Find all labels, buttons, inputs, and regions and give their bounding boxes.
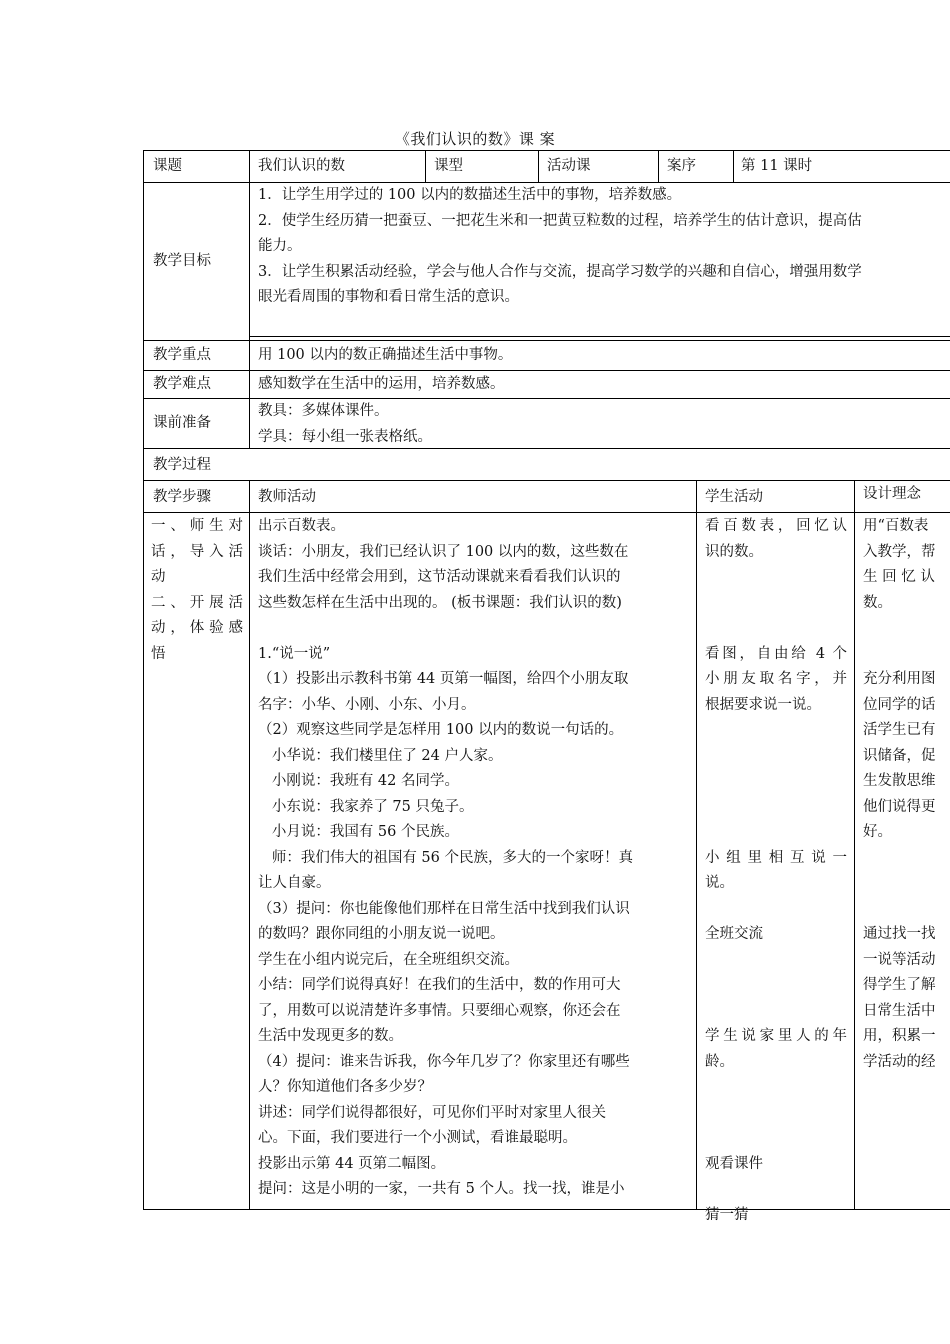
difficulty-value: 感知数学在生活中的运用，培养数感。: [258, 376, 505, 392]
design-line: 通过找一找: [863, 926, 936, 942]
teacher-line: 提问：这是小明的一家，一共有 5 个人。找一找，谁是小: [258, 1181, 625, 1197]
goal-line: 1．让学生用学过的 100 以内的数描述生活中的事物，培养数感。: [258, 187, 682, 203]
teacher-line: （4）提问：谁来告诉我，你今年几岁了？你家里还有哪些: [258, 1053, 630, 1070]
student-line: [705, 565, 847, 591]
goal-line: 2．使学生经历猜一把蚕豆、一把花生米和一把黄豆粒数的过程，培养学生的估计意识，提高估: [258, 212, 862, 229]
design-line: [863, 897, 950, 923]
table-border: [143, 512, 950, 513]
goal-line: 眼光看周围的事物和看日常生活的意识。: [258, 289, 519, 305]
teacher-line: 师：我们伟大的祖国有 56 个民族，多大的一个家呀！真: [258, 849, 633, 866]
teacher-line: 1.“说一说”: [258, 645, 331, 662]
student-line: [705, 973, 847, 999]
student-line: 识的数。: [705, 543, 763, 560]
teacher-line: （1）投影出示教科书第 44 页第一幅图，给四个小朋友取: [258, 671, 629, 687]
design-line: [863, 871, 950, 897]
table-border: [249, 480, 250, 1210]
teacher-line: 让人自豪。: [258, 875, 331, 891]
table-border: [696, 480, 697, 1210]
teacher-line: （2）观察这些同学是怎样用 100 以内的数说一句话的。: [258, 722, 624, 738]
prep-line: 教具：多媒体课件。: [258, 403, 389, 419]
student-line: [705, 820, 847, 846]
teacher-line: 人？你知道他们各多少岁？: [258, 1079, 432, 1095]
table-border: [143, 150, 144, 1210]
design-line: [863, 642, 950, 668]
table-border: [425, 150, 426, 182]
design-line: 数。: [863, 594, 892, 611]
student-line: [705, 769, 847, 795]
teacher-line: 谈话：小朋友，我们已经认识了 100 以内的数，这些数在: [258, 543, 629, 560]
teacher-line: 小结：同学们说得真好！在我们的生活中，数的作用可大: [258, 977, 621, 993]
key-point-label: 教学重点: [153, 347, 211, 363]
design-line: 学活动的经: [863, 1053, 936, 1070]
student-line: [705, 948, 847, 974]
student-activity-column: [705, 514, 847, 1228]
student-line: [705, 718, 847, 744]
design-line: 入教学，帮: [863, 543, 936, 560]
student-line: [705, 744, 847, 770]
key-point-value: 用 100 以内的数正确描述生活中事物。: [258, 347, 513, 363]
design-line: 识储备，促: [863, 747, 936, 764]
student-line: 猜一猜: [705, 1206, 749, 1223]
student-line: [705, 591, 847, 617]
student-line: [705, 999, 847, 1025]
teacher-line: 小月说：我国有 56 个民族。: [258, 824, 459, 840]
table-border: [733, 150, 734, 182]
design-line: 生 回 忆 认: [863, 569, 935, 585]
process-label: 教学过程: [153, 457, 211, 473]
steps-column: [151, 514, 243, 667]
type-label: 课型: [434, 158, 463, 174]
difficulty-label: 教学难点: [153, 376, 211, 392]
teacher-line: 这些数怎样在生活中出现的。 (板书课题：我们认识的数): [258, 594, 622, 611]
teacher-line: 讲述：同学们说得都很好，可见你们平时对家里人很关: [258, 1104, 606, 1121]
table-border: [249, 336, 950, 337]
student-line: 根据要求说一说。: [705, 696, 821, 713]
teacher-line: 小东说：我家养了 75 只兔子。: [258, 798, 474, 815]
teacher-line: 小华说：我们楼里住了 24 户人家。: [258, 747, 503, 764]
goal-line: 能力。: [258, 238, 302, 254]
step-line: 话，导入活: [151, 543, 243, 560]
seq-value: 第 11 课时: [741, 158, 813, 174]
table-border: [143, 480, 950, 481]
teacher-line: 小刚说：我班有 42 名同学。: [258, 773, 459, 789]
goals-text: [258, 183, 950, 311]
teacher-line: [258, 616, 688, 642]
student-line: 说。: [705, 875, 734, 891]
student-line: [705, 1075, 847, 1101]
design-line: 好。: [863, 824, 892, 840]
student-line: 学生说家里人的年: [705, 1028, 847, 1044]
teacher-line: 了，用数可以说清楚许多事情。只要细心观察，你还会在: [258, 1002, 621, 1019]
teacher-activity-column: [258, 514, 688, 1203]
table-border: [854, 480, 855, 1210]
teacher-line: 心。下面，我们要进行一个小测试，看谁最聪明。: [258, 1130, 577, 1146]
column-header-step: 教学步骤: [153, 489, 211, 505]
teacher-line: 我们生活中经常会用到，这节活动课就来看看我们认识的: [258, 569, 621, 585]
teacher-line: 生活中发现更多的数。: [258, 1028, 403, 1044]
student-line: 看百数表，回忆认: [705, 518, 847, 534]
design-line: 一说等活动: [863, 951, 936, 968]
column-header-teacher: 教师活动: [258, 489, 316, 505]
student-line: 龄。: [705, 1053, 734, 1070]
design-line: [863, 846, 950, 872]
table-border: [658, 150, 659, 182]
design-line: 生发散思维: [863, 773, 936, 789]
step-line: 一、师生对: [151, 518, 243, 534]
column-header-student: 学生活动: [705, 489, 763, 505]
student-line: 小朋友取名字，并: [705, 671, 847, 687]
goal-line: 3．让学生积累活动经验，学会与他人合作与交流，提高学习数学的兴趣和自信心，增强用数学: [258, 263, 862, 280]
step-line: 动，体验感: [151, 620, 243, 636]
step-line: 动: [151, 569, 166, 585]
table-border: [538, 150, 539, 182]
student-line: [705, 795, 847, 821]
design-concept-column: [863, 514, 950, 1075]
table-border: [143, 370, 950, 371]
type-value: 活动课: [547, 158, 591, 174]
teacher-line: 投影出示第 44 页第二幅图。: [258, 1155, 446, 1172]
goals-label: 教学目标: [153, 253, 211, 269]
table-border: [143, 150, 950, 151]
student-line: [705, 1177, 847, 1203]
prep-text: [258, 399, 432, 450]
prep-label: 课前准备: [153, 415, 211, 431]
teacher-line: 名字：小华、小刚、小东、小月。: [258, 696, 476, 713]
teacher-line: 的数吗？跟你同组的小朋友说一说吧。: [258, 926, 505, 942]
design-line: 用“百数表: [863, 518, 929, 534]
design-line: 充分利用图: [863, 671, 936, 687]
teacher-line: 学生在小组内说完后，在全班组织交流。: [258, 951, 519, 968]
document-title: 《我们认识的数》课 案: [394, 130, 556, 148]
teacher-line: （3）提问：你也能像他们那样在日常生活中找到我们认识: [258, 900, 630, 917]
design-line: 日常生活中: [863, 1002, 936, 1019]
design-line: 得学生了解: [863, 977, 936, 993]
design-line: 他们说得更: [863, 798, 936, 815]
topic-label: 课题: [153, 158, 182, 174]
topic-value: 我们认识的数: [258, 158, 345, 174]
student-line: 小 组 里 相 互 说 一: [705, 849, 847, 866]
student-line: [705, 1101, 847, 1127]
student-line: 观看课件: [705, 1155, 763, 1172]
teacher-line: 出示百数表。: [258, 518, 345, 534]
step-line: 悟: [151, 645, 166, 662]
step-line: 二、开展活: [151, 594, 243, 611]
table-border: [249, 150, 250, 448]
seq-label: 案序: [667, 158, 696, 174]
student-line: 全班交流: [705, 926, 763, 942]
table-border: [143, 340, 950, 341]
design-line: 位同学的话: [863, 696, 936, 713]
student-line: [705, 1126, 847, 1152]
design-line: 用，积累一: [863, 1028, 936, 1044]
column-header-design: 设计理念: [863, 486, 921, 502]
student-line: [705, 616, 847, 642]
student-line: 看图，自由给 4 个: [705, 645, 847, 662]
student-line: [705, 897, 847, 923]
prep-line: 学具：每小组一张表格纸。: [258, 428, 432, 445]
design-line: [863, 616, 950, 642]
design-line: 活学生已有: [863, 722, 936, 738]
